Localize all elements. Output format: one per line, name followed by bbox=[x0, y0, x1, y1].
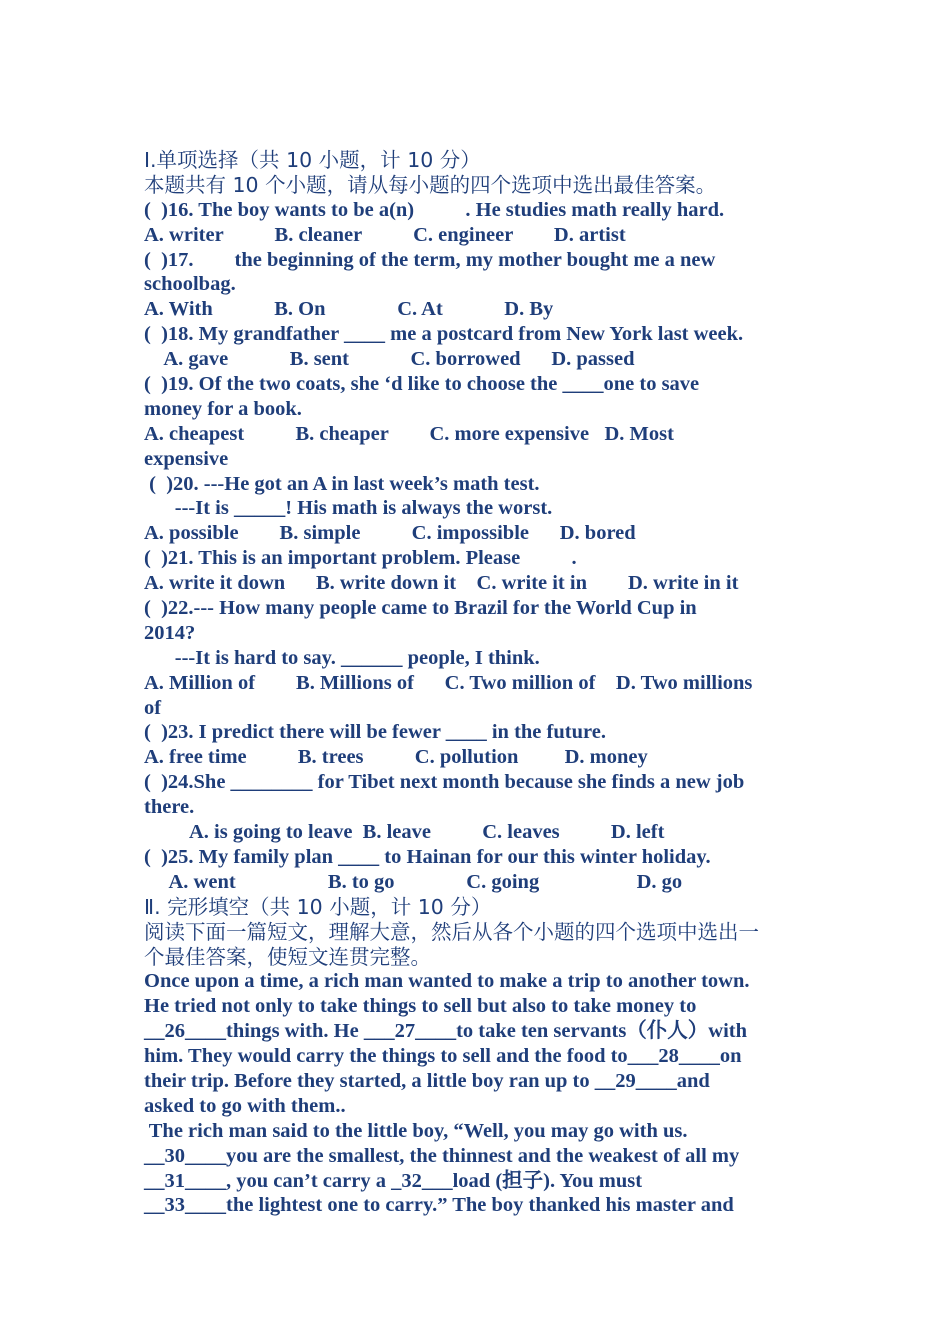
question-17-continued: schoolbag. bbox=[144, 273, 236, 296]
cloze-passage-line: The rich man said to the little boy, “Well, you may go with us. bbox=[144, 1119, 688, 1142]
question-16: ( )16. The boy wants to be a(n) . He studies math really hard. bbox=[144, 198, 725, 221]
section-1-instructions: 本题共有 10 个小题，请从每小题的四个选项中选出最佳答案。 bbox=[144, 172, 717, 197]
question-19: ( )19. Of the two coats, she ‘d like to choose the ____one to save bbox=[144, 373, 700, 396]
question-25: ( )25. My family plan ____ to Hainan for our this winter holiday. bbox=[144, 845, 711, 868]
question-18-options: A. gave B. sent C. borrowed D. passed bbox=[144, 348, 635, 371]
section-2-instructions: 阅读下面一篇短文，理解大意，然后从各个小题的四个选项中选出一 bbox=[144, 919, 759, 944]
section-2-heading: Ⅱ. 完形填空（共 10 小题，计 10 分） bbox=[144, 894, 492, 919]
section-1-heading: Ⅰ.单项选择（共 10 小题，计 10 分） bbox=[144, 148, 481, 172]
question-20-options: A. possible B. simple C. impossible D. bored bbox=[144, 522, 636, 545]
question-19-continued: money for a book. bbox=[144, 397, 302, 420]
question-22-reply: ---It is hard to say. ______ people, I think. bbox=[144, 646, 540, 669]
question-24-options: A. is going to leave B. leave C. leaves D. left bbox=[144, 821, 665, 844]
question-16-options: A. writer B. cleaner C. engineer D. artist bbox=[144, 223, 626, 246]
cloze-passage-line: __26____things with. He ___27____to take ten servants（仆人）with bbox=[144, 1020, 748, 1043]
cloze-passage-line: __31____, you can’t carry a _32___load (担子). You must bbox=[144, 1169, 643, 1192]
cloze-passage-line: him. They would carry the things to sell and the food to___28____on bbox=[144, 1045, 742, 1068]
cloze-passage-line: their trip. Before they started, a little boy ran up to __29____and bbox=[144, 1069, 710, 1092]
question-19-options: A. cheapest B. cheaper C. more expensive D. Most bbox=[144, 422, 674, 445]
cloze-passage-line: He tried not only to take things to sell but also to take money to bbox=[144, 995, 697, 1018]
question-25-options: A. went B. to go C. going D. go bbox=[144, 870, 683, 893]
question-19-options-continued: expensive bbox=[144, 447, 229, 470]
document-body bbox=[144, 148, 824, 1218]
question-21-options: A. write it down B. write down it C. write it in D. write in it bbox=[144, 572, 739, 595]
question-17-options: A. With B. On C. At D. By bbox=[144, 298, 554, 321]
question-22: ( )22.--- How many people came to Brazil for the World Cup in bbox=[144, 597, 697, 620]
question-24-continued: there. bbox=[144, 796, 195, 819]
cloze-passage-line: __30____you are the smallest, the thinnest and the weakest of all my bbox=[144, 1144, 740, 1167]
question-22-options-continued: of bbox=[144, 696, 162, 719]
cloze-passage-line: __33____the lightest one to carry.” The boy thanked his master and bbox=[144, 1194, 734, 1217]
question-24: ( )24.She ________ for Tibet next month because she finds a new job bbox=[144, 771, 745, 794]
question-20-reply: ---It is _____! His math is always the worst. bbox=[144, 497, 553, 520]
question-22-continued: 2014? bbox=[144, 621, 196, 644]
question-20: ( )20. ---He got an A in last week’s math test. bbox=[144, 472, 540, 495]
question-21: ( )21. This is an important problem. Please . bbox=[144, 547, 577, 570]
cloze-passage-line: asked to go with them.. bbox=[144, 1094, 346, 1117]
section-2-instructions-continued: 个最佳答案，使短文连贯完整。 bbox=[144, 944, 431, 969]
question-23: ( )23. I predict there will be fewer ____ in the future. bbox=[144, 721, 606, 744]
question-18: ( )18. My grandfather ____ me a postcard from New York last week. bbox=[144, 323, 744, 346]
question-17: ( )17. the beginning of the term, my mother bought me a new bbox=[144, 248, 716, 271]
question-22-options: A. Million of B. Millions of C. Two million of D. Two millions bbox=[144, 671, 753, 694]
cloze-passage-line: Once upon a time, a rich man wanted to make a trip to another town. bbox=[144, 970, 750, 993]
question-23-options: A. free time B. trees C. pollution D. money bbox=[144, 746, 648, 769]
